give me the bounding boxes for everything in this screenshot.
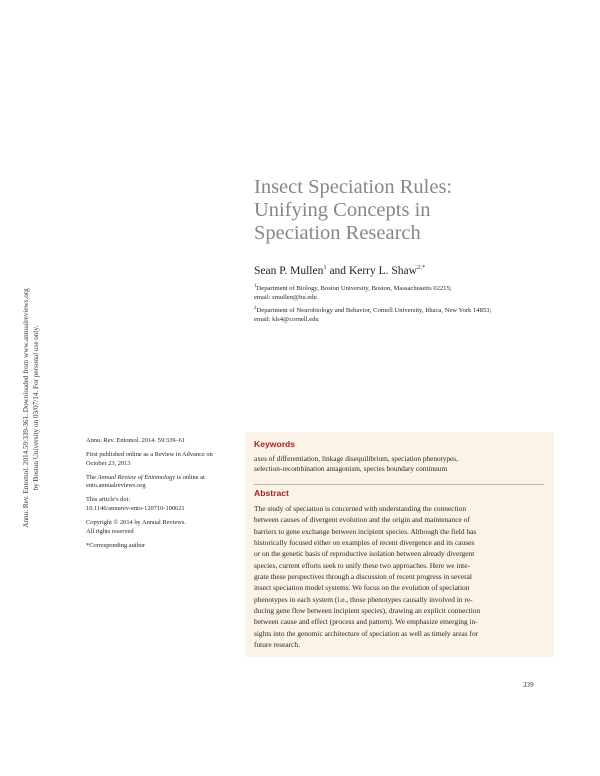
first-published-date: October 23, 2013 xyxy=(86,459,131,467)
affiliation xyxy=(254,304,544,325)
page-number: 339 xyxy=(523,681,534,689)
download-notice-line2: by Boston University on 03/07/14. For personal use only. xyxy=(31,325,40,491)
abstract-line: future research. xyxy=(254,640,300,650)
rights: All rights reserved xyxy=(86,527,134,535)
abstract-line: ducing gene flow between incipient species), drawing an explicit connection xyxy=(254,606,481,616)
abstract-line: sights into the genomic architecture of speciation as well as timely areas for xyxy=(254,628,479,638)
abstract-line: species, current efforts seek to unify these two approaches. Here we inte- xyxy=(254,560,470,570)
abstract-line: between causes of divergent evolution and the origin and maintenance of xyxy=(254,515,470,525)
abstract-line: or on the genetic basis of reproductive isolation between already divergent xyxy=(254,549,475,559)
download-notice xyxy=(22,243,41,573)
first-published-text: First published online as a Review in Advance on xyxy=(86,451,213,459)
title-line: Unifying Concepts in xyxy=(254,199,431,221)
abstract-line: grate these perspectives through a discussion of recent progress in several xyxy=(254,572,472,582)
online-url[interactable]: ento.annualreviews.org xyxy=(86,482,146,490)
abstract-line: between cause and effect (process and pattern). We emphasize emerging in- xyxy=(254,617,478,627)
title-line: Speciation Research xyxy=(254,222,421,244)
doi-value[interactable]: 10.1146/annurev-ento-120710-100621 xyxy=(86,505,185,513)
copyright: Copyright © 2014 by Annual Reviews. xyxy=(86,519,186,527)
author-affiliation-marker: 1 xyxy=(323,264,327,271)
citation: Annu. Rev. Entomol. 2014. 59:339–61 xyxy=(86,437,185,444)
abstract-line: barriers to gene exchange between incipient species. Although the field has xyxy=(254,526,477,536)
abstract-text xyxy=(254,503,544,650)
online-prefix: The xyxy=(86,473,98,481)
journal-name: Annual Review of Entomology xyxy=(97,473,176,481)
affiliation-marker: 2 xyxy=(254,306,257,311)
affiliation-text: Department of Neurobiology and Behavior, Cornell University, Ithaca, New York 14853; xyxy=(256,307,492,315)
author-name: Sean P. Mullen xyxy=(254,264,324,277)
copyright-block xyxy=(86,519,236,536)
online-suffix: is online at xyxy=(175,473,205,481)
affiliation-email: email: smullen@bu.edu xyxy=(254,294,317,302)
keywords-list xyxy=(254,454,544,473)
article-title xyxy=(254,176,554,245)
abstract-heading: Abstract xyxy=(254,488,289,498)
keywords-heading: Keywords xyxy=(254,439,296,449)
author-conjunction: and xyxy=(326,264,349,277)
abstract-line: phenotypes in each system (i.e., those phenotypes causally involved in re- xyxy=(254,594,473,604)
author-affiliation-marker: 2,* xyxy=(416,264,426,271)
affiliation-marker: 1 xyxy=(254,284,257,289)
first-published xyxy=(86,451,236,468)
keywords-line: axes of differentiation, linkage disequilibrium, speciation phenotypes, xyxy=(254,454,458,463)
title-line: Insect Speciation Rules: xyxy=(254,176,453,198)
author-name: Kerry L. Shaw xyxy=(348,264,417,277)
doi-block xyxy=(86,496,236,513)
download-notice-line1: Annu. Rev. Entomol. 2014.59:339-361. Downloaded from www.annualreviews.org xyxy=(22,288,30,528)
affiliation-email: email: kls4@cornell.edu xyxy=(254,316,319,324)
abstract-line: insect speciation model systems. We focus on the evolution of speciation xyxy=(254,583,470,593)
section-divider xyxy=(254,484,544,485)
online-note xyxy=(86,474,236,491)
abstract-line: The study of speciation is concerned with understanding the connection xyxy=(254,504,467,513)
affiliation xyxy=(254,282,544,303)
keywords-line: selection-recombination antagonism, species boundary continuum xyxy=(254,463,448,473)
abstract-line: historically focused either on examples of recent divergence and its causes xyxy=(254,538,475,548)
corresponding-author: *Corresponding author xyxy=(86,541,146,549)
author-list xyxy=(254,264,425,277)
affiliation-text: Department of Biology, Boston University, Boston, Massachusetts 02215; xyxy=(256,285,452,293)
doi-label: This article's doi: xyxy=(86,496,131,504)
article-metadata xyxy=(86,437,236,556)
